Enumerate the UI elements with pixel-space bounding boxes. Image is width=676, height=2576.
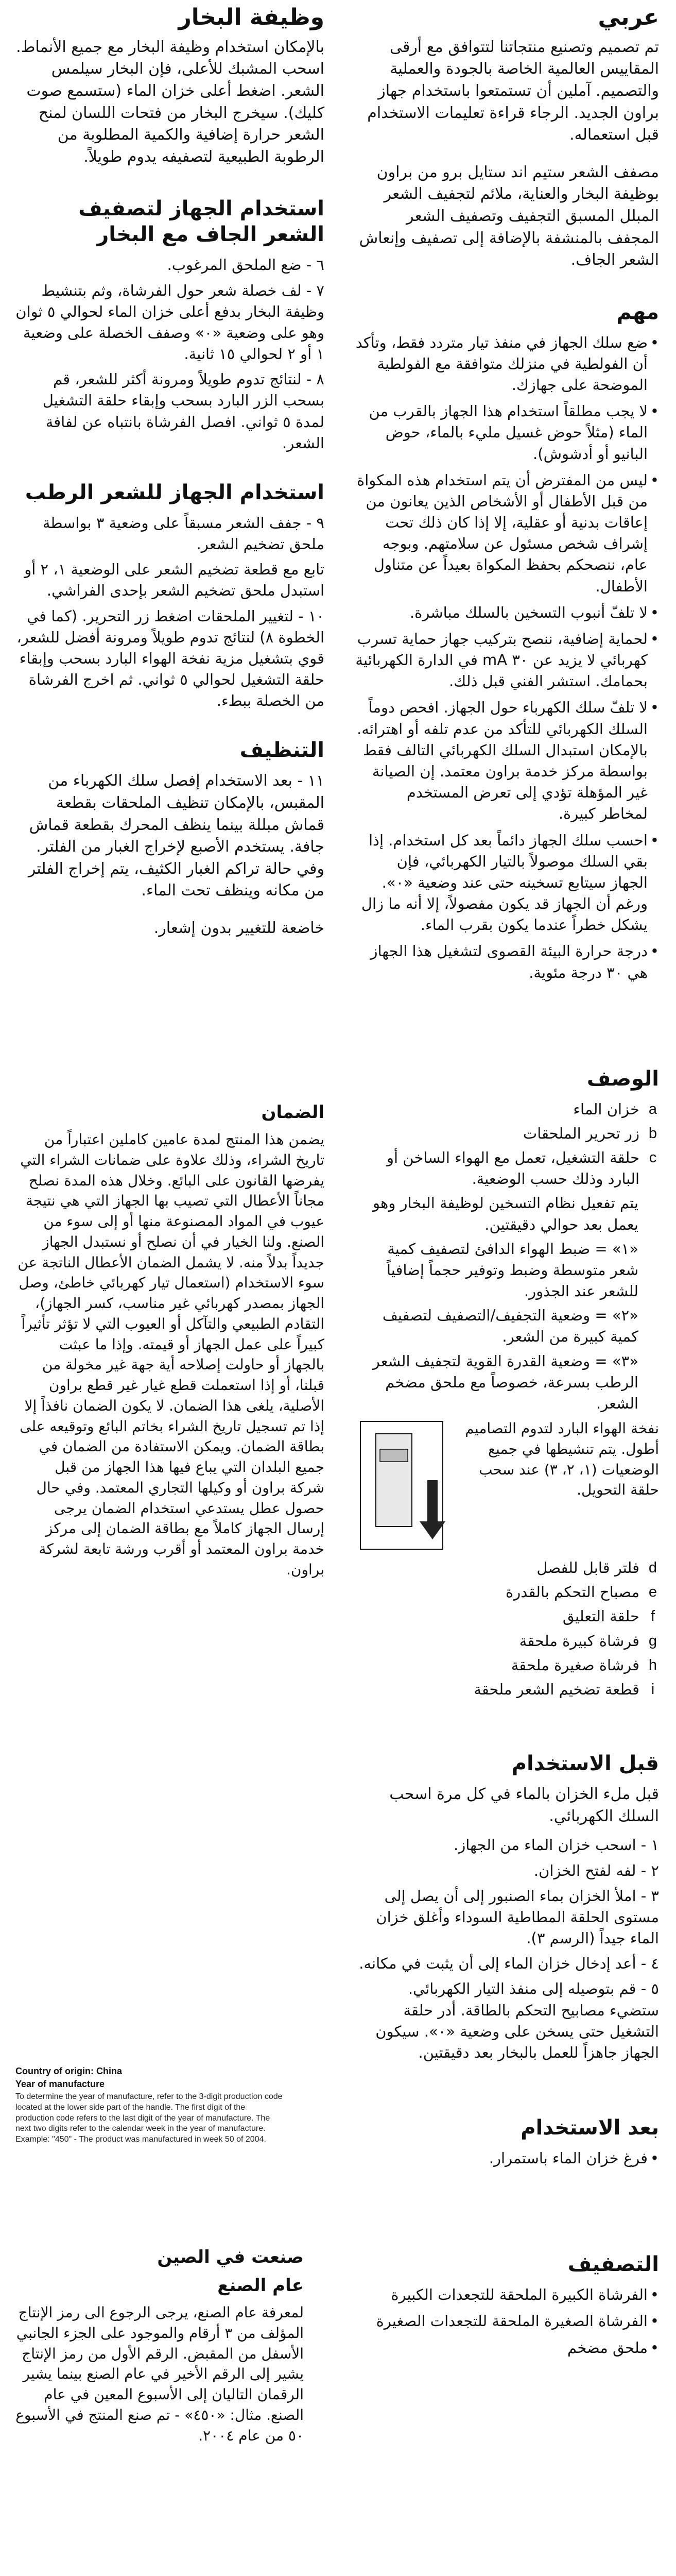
part-item xyxy=(355,1679,659,1700)
part-text: فرشاة صغيرة ملحقة xyxy=(511,1656,639,1674)
important-item: • احسب سلك الجهاز دائماً بعد كل استخدام. إذا بقي السلك موصولاً بالتيار الكهربائي، فإن الجهاز سيتابع تسخينه حتى عند وضعية «٠». ورغم أن الجهاز قد يكون مفصولاً، إلا أنه ما زال يشكل خطراً عندما يكون بقرب الماء. xyxy=(355,830,659,936)
left-column xyxy=(15,4,324,1586)
subject-to-change: خاضعة للتغيير بدون إشعار. xyxy=(153,919,324,938)
origin-ar-block xyxy=(15,2246,304,2452)
styling-item: • الفرشاة الصغيرة الملحقة للتجعدات الصغيرة xyxy=(355,2311,659,2332)
part-letter: e xyxy=(648,1584,657,1601)
before-use-steps xyxy=(355,1835,659,2063)
part-letter: a xyxy=(648,1100,657,1117)
cold-shot-note: نفخة الهواء البارد لتدوم التصاميم أطول. يتم تنشيطها في جميع الوضعيات (١، ٢، ٣) عند سحب حلقة التحويل. xyxy=(465,1420,659,1499)
important-list xyxy=(355,332,659,984)
part-item xyxy=(355,1655,659,1676)
year-en-title: Year of manufacture xyxy=(15,2079,105,2089)
warranty-text: يضمن هذا المنتج لمدة عامين كاملين اعتباراً من تاريخ الشراء، وذلك علاوة على ضمانات الشراء التي يفرضها القانون على البائع. وخلال هذه المدة نصلح مجاناً الأعطال التي تصيب بها الجهاز التي هي نتيجة عيوب في المواد المصنوعة منها أو إلى سوء من الصنع. ولنا الخيار في أن نصلح أو نستبدل الجهاز جديداً بدلاً منه. لا يشمل الضمان الأعطال الناتجة عن سوء الاستخدام (استعمال تيار كهربائي خاطئ، وصل الجهاز بمصدر كهربائي غير مناسب، كسر الجهاز)، التقادم الطبيعي والتآكل أو العيوب التي لا تؤثر تأثيراً كبيراً على عمل الجهاز أو قيمته. وإذا ما عبثت بالجهاز أو حاولت إصلاحه أية جهة غير مخولة من قبلنا، أو إذا استعملت قطع غيار غير قطع براون الأصلية، يلغى هذا الضمان. لا يكون الضمان نافذاً إلا إذا تم تسجيل تاريخ الشراء بخاتم البائع وتوقيعه على بطاقة الضمان. ويمكن الاستفادة من الضمان في جميع البلدان التي يباع فيها هذا الجهاز من قبل شركة براون أو وكيلها التجاري المعتمد. وفي حال حصول عطل يستدعي استخدام الضمان يرجى إرسال الجهاز كاملاً مع بطاقة الضمان إلى مركز خدمة براون المعتمد أو أقرب ورشة تابعة لشركة براون. xyxy=(18,1131,324,1578)
part-item xyxy=(355,1557,659,1579)
right-column xyxy=(355,4,659,2364)
part-item xyxy=(355,1582,659,1603)
part-letter: f xyxy=(650,1608,655,1625)
parts-list-more xyxy=(355,1557,659,1700)
part-text: قطعة تضخيم الشعر ملحقة xyxy=(474,1680,639,1698)
product-paragraph: مصفف الشعر ستيم اند ستايل برو من براون بوظيفة البخار والعناية، ملائم لتجفيف الشعر المبلل المسبق التجفيف وتصفيف الشعر المجفف بالمنشفة بالإضافة إلى تصفيف وإنعاش الشعر الجاف. xyxy=(359,163,659,269)
before-use-title: قبل الاستخدام xyxy=(511,1752,659,1776)
styling-title: التصفيف xyxy=(567,2252,659,2277)
language-title: عربي xyxy=(598,4,659,30)
step-item: ٤ - أعد إدخال خزان الماء إلى أن يثبت في مكانه. xyxy=(359,1955,659,1973)
cold-shot-figure-row xyxy=(355,1418,659,1552)
year-ar-text: لمعرفة عام الصنع، يرجى الرجوع الى رمز الإنتاج المؤلف من ٣ أرقام والموجود على الجزء الجانبي الأسفل من المقبض. الرقم الأول من رمز الإنتاج يشير إلى الرقم الأخير في عام الصنع بينما يشير الرقمان التاليان إلى الأسبوع المعين في عام الصنع. مثال: «٤٥٠» - تم صنع المنتج في الأسبوع ٥٠ من عام ٢٠٠٤. xyxy=(15,2304,304,2444)
part-subitem xyxy=(355,1193,659,1235)
cold-shot-illustration xyxy=(355,1418,448,1552)
origin-en-block xyxy=(15,2066,283,2149)
part-letter: g xyxy=(648,1632,657,1649)
part-text: مصباح التحكم بالقدرة xyxy=(506,1583,639,1601)
important-item: • لا تلفّ سلك الكهرباء حول الجهاز. افحص دوماً السلك الكهربائي للتأكد من عدم تلفه أو اهترائه. بالإمكان استبدال السلك الكهربائي التالف فقط بواسطة مركز خدمة براون معتمد. إن الصيانة غير المؤهلة تؤدي إلى تعرض المستخدم لمخاطر كبيرة. xyxy=(355,697,659,824)
part-text: زر تحرير الملحقات xyxy=(523,1124,639,1142)
part-text: حلقة التعليق xyxy=(562,1607,639,1625)
cleaning-text: ١١ - بعد الاستخدام إفصل سلك الكهرباء من المقبس، بالإمكان تنظيف الملحقات بقطعة قماش مبللة بينما ينظف المحرك بقطعة قماش جافة. يستخدم الأصبع لإخراج الغبار من الفلتر. وفي حالة تراكم الغبار الكثيف، يتم إخراج الفلتر من مكانه وينظف تحت الماء. xyxy=(28,772,324,900)
wet-hair-title: استخدام الجهاز للشعر الرطب xyxy=(25,480,324,504)
important-item: • لحماية إضافية، ننصح بتركيب جهاز حماية تسرب كهربائي لا يزيد عن ٣٠ mA في الدارة الكهربائية بحمامك. استشر الفني قبل ذلك. xyxy=(355,629,659,692)
part-text: «٢» = وضعية التجفيف/التصفيف لتصفيف كمية كبيرة من الشعر. xyxy=(382,1307,638,1346)
warranty-title: الضمان xyxy=(261,1101,324,1123)
dry-hair-title: استخدام الجهاز لتصفيف الشعر الجاف مع البخار xyxy=(78,197,324,247)
year-en-text: To determine the year of manufacture, refer to the 3-digit production code located at the lower side part of the handle. The first digit of the production code refers to the last digit of the year of manufacture. The next two digits refer to the calendar week in the year of manufacture. Example: "450" - The product was manufactured in week 50 of 2004. xyxy=(15,2092,283,2144)
part-item xyxy=(355,1099,659,1120)
part-item xyxy=(355,1631,659,1652)
cleaning-title: التنظيف xyxy=(239,738,324,762)
intro-paragraph: تم تصميم وتصنيع منتجاتنا لتتوافق مع أرقى المقاييس العالمية الخاصة بالجودة والعملية والتصميم. آملين أن تستمتعوا باستخدام جهاز براون الجديد. الرجاء قراءة تعليمات الاستخدام قبل استعماله. xyxy=(367,38,659,144)
step-item: تابع مع قطعة تضخيم الشعر على الوضعية ١، ٢ أو استبدل ملحق تضخيم الشعر بإحدى الفراشي. xyxy=(24,561,324,600)
step-item: ٣ - املأ الخزان بماء الصنبور إلى أن يصل إلى مستوى الحلقة المطاطية السوداء وأغلق خزان الماء جيداً (الرسم ٣). xyxy=(376,1887,659,1947)
dry-hair-steps xyxy=(15,255,324,454)
part-item xyxy=(355,1147,659,1190)
step-item: ٩ - جفف الشعر مسبقاً على وضعية ٣ بواسطة ملحق تضخيم الشعر. xyxy=(42,514,324,553)
part-text: فلتر قابل للفصل xyxy=(536,1559,639,1577)
wet-hair-steps xyxy=(15,513,324,712)
styling-list xyxy=(355,2284,659,2359)
part-text: فرشاة كبيرة ملحقة xyxy=(519,1632,639,1650)
origin-en-title: Country of origin: China xyxy=(15,2066,122,2076)
part-letter: b xyxy=(648,1125,657,1142)
styling-item: • الفرشاة الكبيرة الملحقة للتجعدات الكبيرة xyxy=(355,2284,659,2306)
part-text: «١» = ضبط الهواء الدافئ لتصفيف كمية شعر متوسطة وضبط وتوفير حجماً إضافياً للشعر عند الجذور. xyxy=(386,1240,638,1300)
after-use-title: بعد الاستخدام xyxy=(521,2116,659,2140)
step-item: ٧ - لف خصلة شعر حول الفرشاة، وثم بتنشيط وظيفة البخار بدفع أعلى خزان الماء لحوالي ٥ ثوان وهو على وضعية «٠» وصفف الخصلة على وضعية ١ أو ٢ لحوالي ١٥ ثانية. xyxy=(15,281,324,363)
important-item: • ضع سلك الجهاز في منفذ تيار متردد فقط، وتأكد أن الفولطية في منزلك متوافقة مع الفولطية الموضحة على جهازك. xyxy=(355,332,659,396)
part-subitem xyxy=(355,1305,659,1347)
step-item: ١٠ - لتغيير الملحقات اضغط زر التحرير. (كما في الخطوة ٨) لنتائج تدوم طويلاً ومرونة أفضل للشعر، قوي بتشغيل مزية نفخة الهواء البارد بسحب وإبقاء حلقة التشغيل لحوالي ٥ ثواني. ثم اخرج الفرشاة من الخصلة ببطء. xyxy=(16,607,324,710)
part-item xyxy=(355,1606,659,1627)
part-letter: h xyxy=(648,1656,657,1673)
part-item xyxy=(355,1123,659,1144)
step-item: ٨ - لنتائج تدوم طويلاً ومرونة أكثر للشعر، قم بسحب الزر البارد بسحب وإبقاء حلقة التشغيل لمدة ٥ ثواني. افصل الفرشاة بانتباه عن لفافة الشعر. xyxy=(42,370,324,452)
part-letter: c xyxy=(649,1149,657,1166)
part-text: خزان الماء xyxy=(573,1100,639,1118)
parts-list xyxy=(355,1099,659,1414)
step-item: ١ - اسحب خزان الماء من الجهاز. xyxy=(454,1836,659,1854)
part-subitem xyxy=(355,1351,659,1415)
year-ar-title: عام الصنع xyxy=(217,2275,304,2296)
step-item: ٥ - قم بتوصيله إلى منفذ التيار الكهربائي. ستضيء مصابيح التحكم بالطاقة. أدر حلقة التشغيل حتى يسخن على وضعية «٠». سيكون الجهاز جاهزاً للعمل بالبخار بعد دقيقتين. xyxy=(375,1980,659,2061)
steam-title: وظيفة البخار xyxy=(178,4,324,30)
important-item: • لا تلفّ أنبوب التسخين بالسلك مباشرة. xyxy=(355,602,659,623)
description-title: الوصف xyxy=(586,1066,659,1091)
origin-ar-title: صنعت في الصين xyxy=(157,2247,304,2267)
after-use-item: • فرغ خزان الماء باستمرار. xyxy=(355,2148,659,2169)
step-item: ٦ - ضع الملحق المرغوب. xyxy=(167,256,324,274)
styling-item: • ملحق مضخم xyxy=(355,2337,659,2359)
part-letter: d xyxy=(648,1560,657,1577)
part-text: «٣» = وضعية القدرة القوية لتجفيف الشعر الرطب بسرعة، خصوصاً مع ملحق مضخم الشعر. xyxy=(372,1352,638,1412)
important-item: • لا يجب مطلقاً استخدام هذا الجهاز بالقرب من الماء (مثلاً حوض غسيل مليء بالماء، حوض البانيو أو أدشوش). xyxy=(355,401,659,465)
important-title: مهم xyxy=(616,300,659,324)
step-item: ٢ - لفه لفتح الخزان. xyxy=(533,1861,659,1879)
important-item: • درجة حرارة البيئة القصوى لتشغيل هذا الجهاز هي ٣٠ درجة مئوية. xyxy=(355,941,659,983)
part-text: حلقة التشغيل، تعمل مع الهواء الساخن أو البارد وذلك حسب الوضعية. xyxy=(387,1149,639,1188)
after-use-list xyxy=(355,2148,659,2169)
part-letter: i xyxy=(651,1681,655,1698)
part-text: يتم تفعيل نظام التسخين لوظيفة البخار وهو يعمل بعد حوالي دقيقتين. xyxy=(373,1194,638,1233)
steam-text: بالإمكان استخدام وظيفة البخار مع جميع الأنماط. اسحب المشبك للأعلى، فإن البخار سيلمس الشعر. اضغط أعلى خزان الماء (ستسمع صوت كليك). سيخرج البخار من فتحات اللسان لمنح الشعر حرارة إضافية والكمية المطلوبة من الرطوبة الطبيعية لتصفيفه يدوم طويلاً. xyxy=(16,38,324,166)
important-item: • ليس من المفترض أن يتم استخدام هذه المكواة من قبل الأطفال أو الأشخاص الذين يعانون من إعاقات بدنية أو عقلية، إلا إذا كان ذلك تحت إشراف شخص مسئول عن سلامتهم. وبوجه عام، ننصحكم بحفظ المكواة بعيداً عن متناول الأطفال. xyxy=(355,470,659,597)
part-subitem xyxy=(355,1239,659,1302)
before-use-intro: قبل ملء الخزان بالماء في كل مرة اسحب السلك الكهربائي. xyxy=(389,1785,659,1825)
